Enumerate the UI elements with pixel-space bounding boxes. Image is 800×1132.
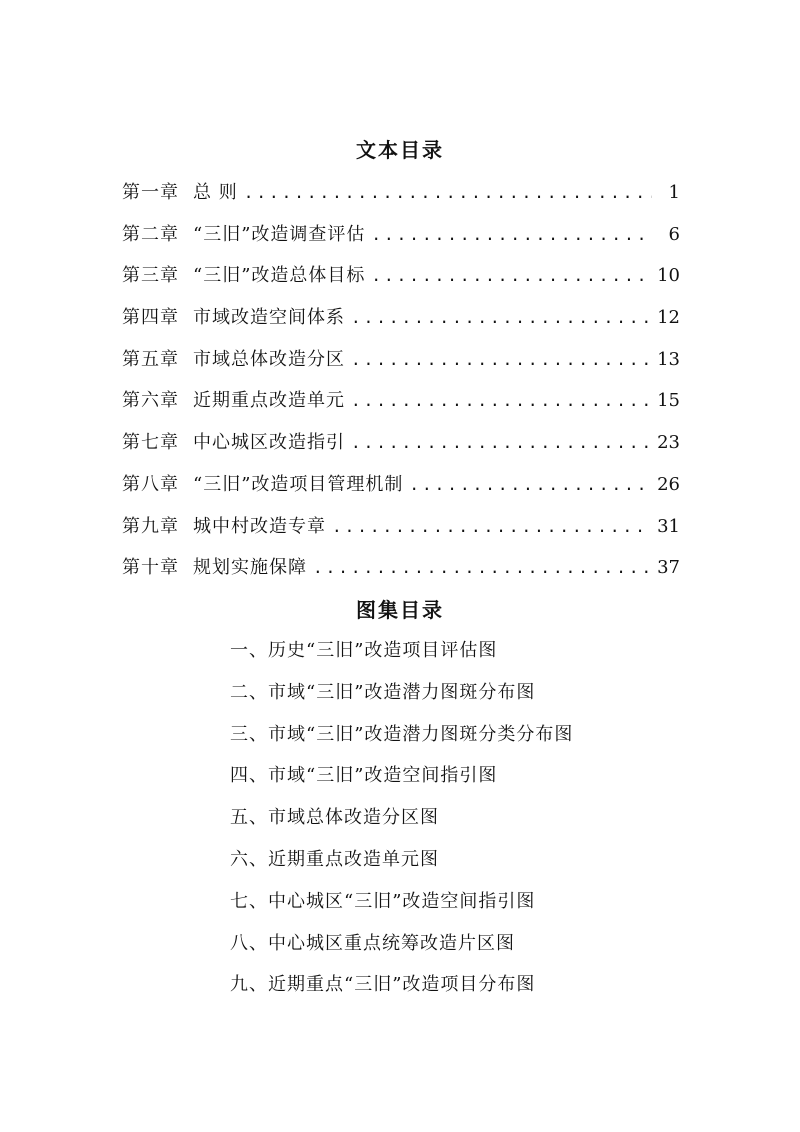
toc-chapter: 第九章 xyxy=(122,515,179,537)
toc-leader xyxy=(313,547,651,589)
toc-chapter: 第四章 xyxy=(122,307,179,329)
toc-leader xyxy=(409,464,651,506)
toc-title: 中心城区改造指引 xyxy=(193,432,345,454)
text-toc-list xyxy=(122,172,680,589)
toc-page: 26 xyxy=(657,473,680,495)
toc-leader xyxy=(244,172,652,214)
toc-row xyxy=(122,547,680,589)
atlas-item: 五、市域总体改造分区图 xyxy=(230,807,439,829)
toc-row xyxy=(122,380,680,422)
toc-leader xyxy=(351,422,651,464)
toc-page: 37 xyxy=(657,557,680,579)
toc-page: 12 xyxy=(657,307,680,329)
toc-row xyxy=(122,464,680,506)
toc-page: 6 xyxy=(668,223,680,245)
toc-title: 近期重点改造单元 xyxy=(193,390,345,412)
atlas-item: 二、市域“三旧”改造潜力图斑分布图 xyxy=(230,681,536,703)
toc-title: 总 则 xyxy=(193,182,238,203)
atlas-item: 三、市域“三旧”改造潜力图斑分类分布图 xyxy=(230,723,574,745)
toc-chapter: 第五章 xyxy=(122,348,179,370)
toc-row xyxy=(122,172,680,214)
atlas-item: 四、市域“三旧”改造空间指引图 xyxy=(230,765,498,787)
toc-chapter: 第七章 xyxy=(122,432,179,454)
toc-row xyxy=(122,506,680,548)
toc-row xyxy=(122,255,680,297)
toc-chapter: 第六章 xyxy=(122,390,179,412)
toc-title: 市域改造空间体系 xyxy=(193,307,345,329)
atlas-item: 七、中心城区“三旧”改造空间指引图 xyxy=(230,890,536,912)
atlas-toc-list xyxy=(230,630,710,1006)
toc-page: 31 xyxy=(657,515,680,537)
toc-page: 10 xyxy=(657,265,680,287)
toc-page: 1 xyxy=(668,182,680,203)
toc-leader xyxy=(351,297,651,339)
toc-leader xyxy=(371,255,651,297)
toc-leader xyxy=(351,339,651,381)
atlas-item: 六、近期重点改造单元图 xyxy=(230,848,439,870)
toc-leader xyxy=(332,506,651,548)
toc-row xyxy=(122,422,680,464)
text-toc-title: 文本目录 xyxy=(356,138,444,162)
toc-title: “三旧”改造项目管理机制 xyxy=(193,473,404,495)
atlas-toc-title: 图集目录 xyxy=(356,598,444,622)
toc-page: 15 xyxy=(657,390,680,412)
toc-title: 城中村改造专章 xyxy=(193,515,326,537)
toc-title: 规划实施保障 xyxy=(193,557,307,579)
toc-chapter: 第一章 xyxy=(122,182,179,203)
toc-row xyxy=(122,339,680,381)
toc-page: 13 xyxy=(657,348,680,370)
atlas-item: 一、历史“三旧”改造项目评估图 xyxy=(230,640,498,661)
toc-chapter: 第二章 xyxy=(122,223,179,245)
toc-title: 市域总体改造分区 xyxy=(193,348,345,370)
toc-chapter: 第三章 xyxy=(122,265,179,287)
toc-title: “三旧”改造调查评估 xyxy=(193,223,366,245)
toc-leader xyxy=(371,214,652,256)
atlas-item: 八、中心城区重点统筹改造片区图 xyxy=(230,932,515,954)
atlas-item: 九、近期重点“三旧”改造项目分布图 xyxy=(230,974,536,996)
toc-chapter: 第八章 xyxy=(122,473,179,495)
toc-leader xyxy=(351,380,651,422)
toc-row xyxy=(122,214,680,256)
toc-row xyxy=(122,297,680,339)
toc-chapter: 第十章 xyxy=(122,557,179,579)
toc-title: “三旧”改造总体目标 xyxy=(193,265,366,287)
toc-page: 23 xyxy=(657,432,680,454)
